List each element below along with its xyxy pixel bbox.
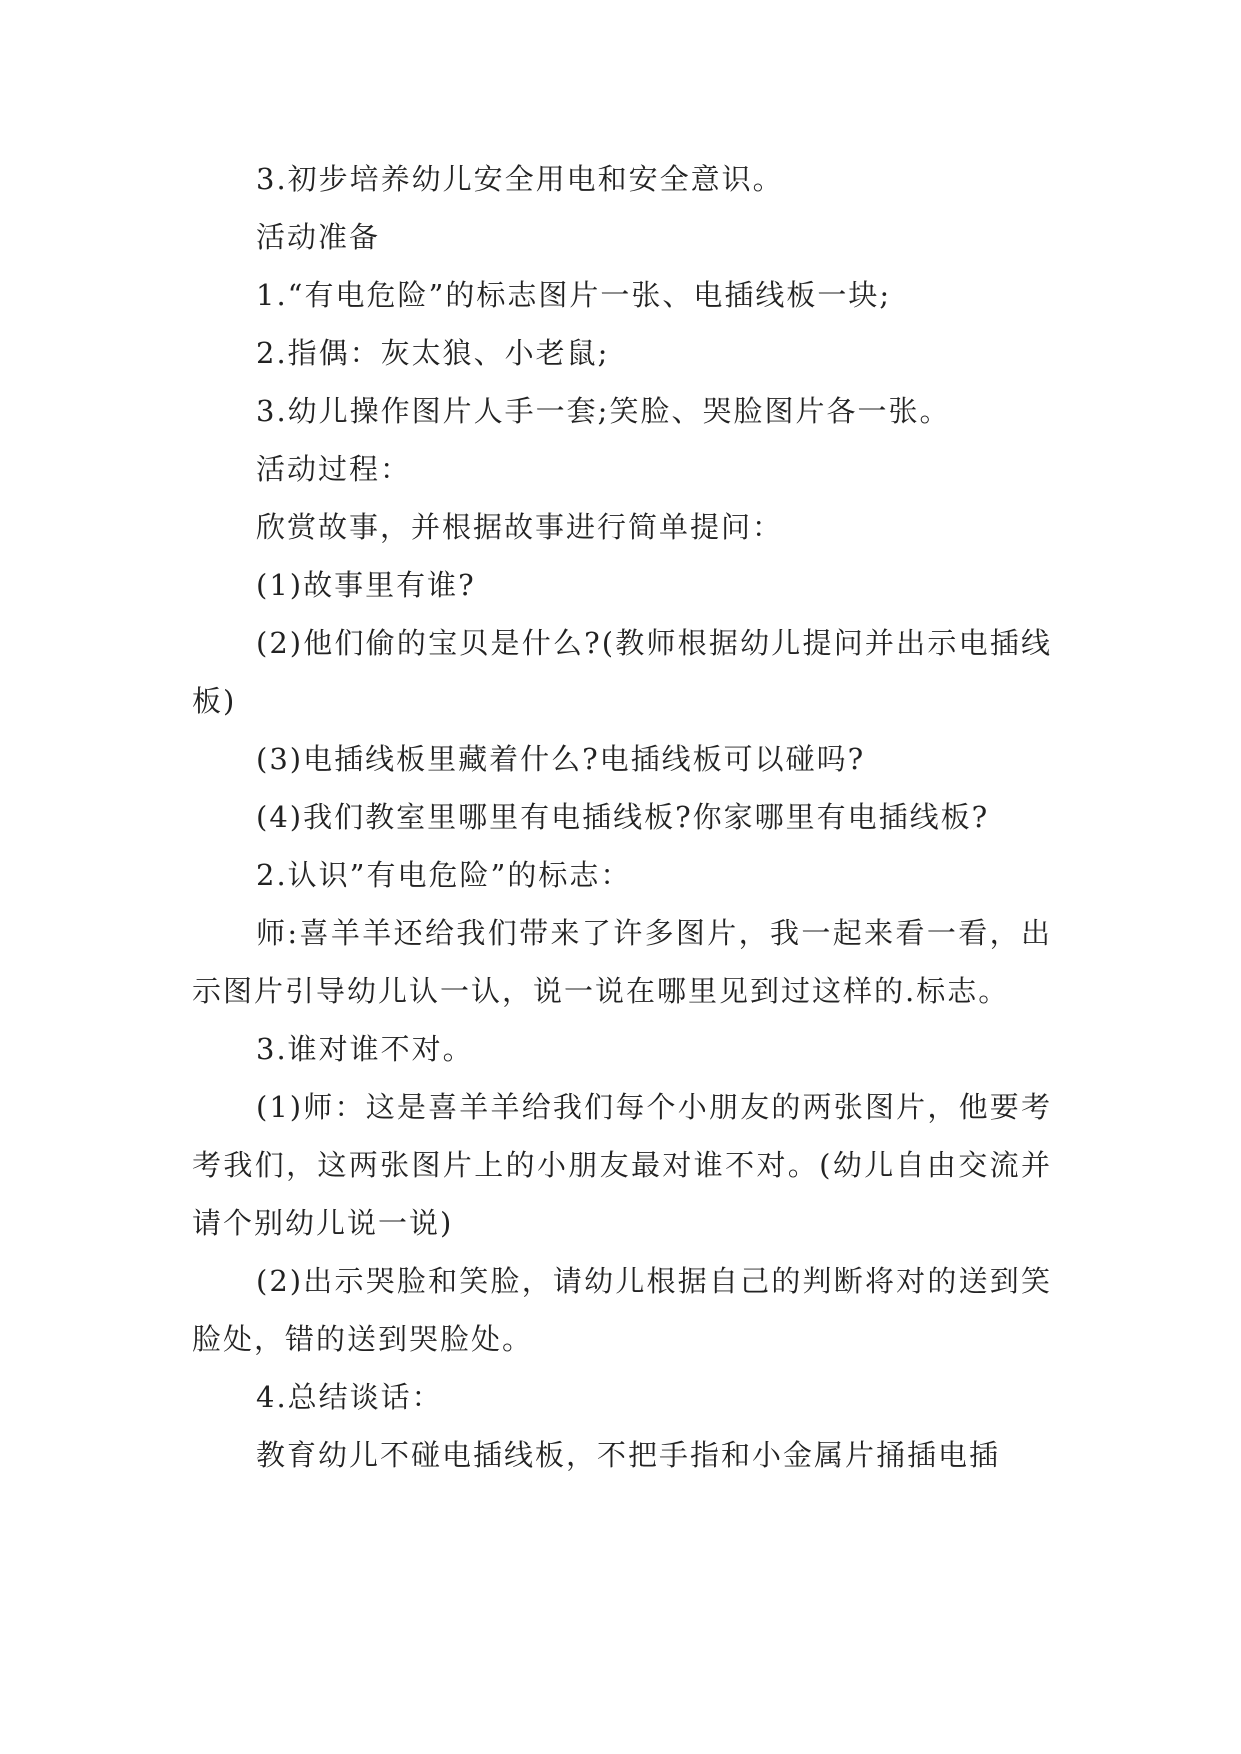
paragraph-step-3-1: (1)师：这是喜羊羊给我们每个小朋友的两张图片，他要考考我们，这两张图片上的小朋友最对谁不对。(幼儿自由交流并请个别幼儿说一说) [192, 1090, 1052, 1240]
heading-activity-preparation: 活动准备 [256, 220, 381, 254]
paragraph-teacher-pictures: 师:喜羊羊还给我们带来了许多图片，我一起来看一看，出示图片引导幼儿认一认，说一说在哪里见到过这样的.标志。 [192, 916, 1052, 1008]
paragraph-question-3: (3)电插线板里藏着什么?电插线板可以碰吗? [256, 742, 866, 776]
paragraph-step-3-2: (2)出示哭脸和笑脸，请幼儿根据自己的判断将对的送到笑脸处，错的送到哭脸处。 [192, 1264, 1052, 1356]
paragraph-prep-1: 1.“有电危险”的标志图片一张、电插线板一块; [256, 278, 892, 312]
paragraph-step-3: 3.谁对谁不对。 [256, 1032, 474, 1066]
paragraph-question-4: (4)我们教室里哪里有电插线板?你家哪里有电插线板? [256, 800, 990, 834]
heading-activity-process: 活动过程： [256, 452, 412, 486]
paragraph-story-intro: 欣赏故事，并根据故事进行简单提问： [256, 510, 784, 544]
paragraph-prep-3: 3.幼儿操作图片人手一套;笑脸、哭脸图片各一张。 [256, 394, 951, 428]
paragraph-goal-3: 3.初步培养幼儿安全用电和安全意识。 [256, 162, 784, 196]
paragraph-prep-2: 2.指偶：灰太狼、小老鼠; [256, 336, 610, 370]
paragraph-step-4: 4.总结谈话： [256, 1380, 443, 1414]
paragraph-question-2: (2)他们偷的宝贝是什么?(教师根据幼儿提问并出示电插线板) [192, 626, 1052, 718]
document-body [192, 150, 1052, 1484]
paragraph-step-2: 2.认识”有电危险”的标志： [256, 858, 632, 892]
paragraph-conclusion: 教育幼儿不碰电插线板，不把手指和小金属片捅插电插 [256, 1438, 1001, 1472]
paragraph-question-1: (1)故事里有谁? [256, 568, 476, 602]
